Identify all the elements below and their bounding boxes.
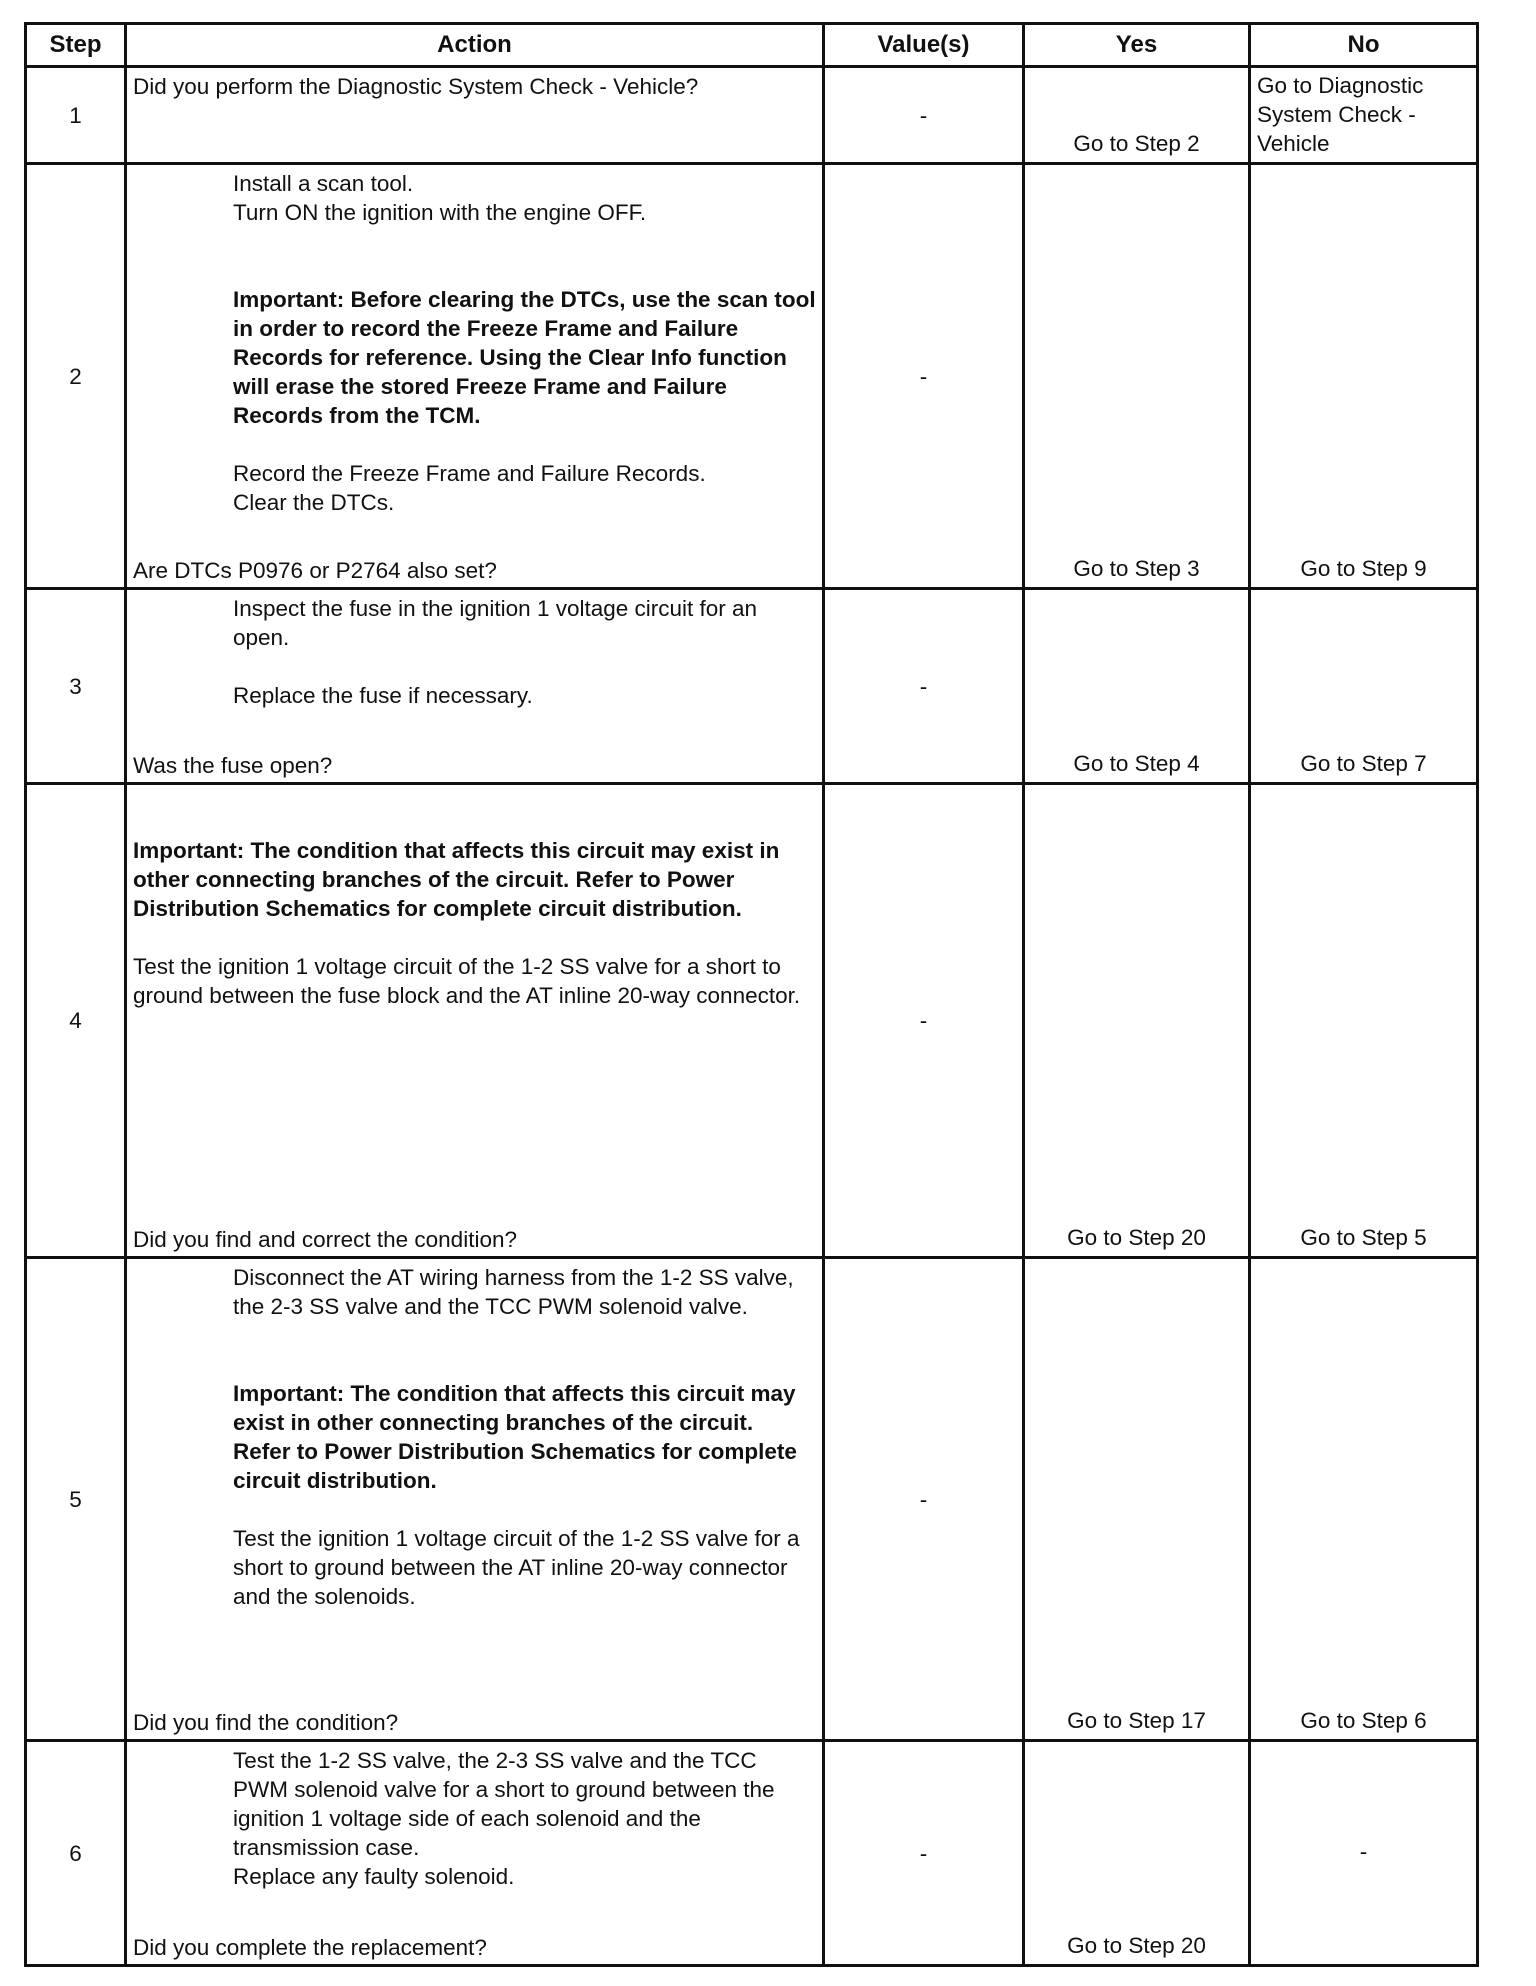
action-line: Record the Freeze Frame and Failure Records.	[233, 461, 706, 486]
header-values: Value(s)	[824, 24, 1024, 67]
action-line: Test the ignition 1 voltage circuit of the 1-2 SS valve for a short to ground between the fuse block and the AT inline 20-way connector.	[133, 954, 801, 1008]
action-line: Replace any faulty solenoid.	[233, 1864, 515, 1889]
important-note: Important: Before clearing the DTCs, use the scan tool in order to record the Freeze Frame and Failure Records for reference. Using the Clear Info function will erase the stored Freeze Frame and Failure Records from the TCM.	[233, 287, 816, 428]
value-cell: -	[824, 1258, 1024, 1741]
header-step: Step	[26, 24, 126, 67]
no-cell: Go to Step 7	[1250, 589, 1478, 784]
step-number: 6	[26, 1741, 126, 1966]
action-cell	[126, 784, 824, 1258]
important-note: Important: The condition that affects this circuit may exist in other connecting branches of the circuit. Refer to Power Distribution Schematics for complete circuit distribution.	[233, 1381, 797, 1493]
value-cell: -	[824, 164, 1024, 589]
action-line: Inspect the fuse in the ignition 1 voltage circuit for an open.	[233, 596, 758, 650]
action-cell	[126, 1258, 824, 1741]
no-cell: Go to Step 9	[1250, 164, 1478, 589]
important-note: Important: The condition that affects this circuit may exist in other connecting branches of the circuit. Refer to Power Distribution Schematics for complete circuit distribution.	[133, 838, 780, 921]
action-question: Did you complete the replacement?	[133, 1935, 487, 1960]
action-line: Test the ignition 1 voltage circuit of the 1-2 SS valve for a short to ground between the AT inline 20-way connector and the solenoids.	[233, 1526, 800, 1609]
action-cell	[126, 164, 824, 589]
value-cell: -	[824, 784, 1024, 1258]
yes-cell: Go to Step 20	[1024, 784, 1250, 1258]
action-cell	[126, 589, 824, 784]
action-question: Was the fuse open?	[133, 753, 333, 778]
action-line: Install a scan tool.	[233, 171, 414, 196]
yes-cell: Go to Step 3	[1024, 164, 1250, 589]
step-number: 3	[26, 589, 126, 784]
value-cell: -	[824, 1741, 1024, 1966]
action-question: Did you find and correct the condition?	[133, 1227, 517, 1252]
yes-cell: Go to Step 20	[1024, 1741, 1250, 1966]
no-cell: -	[1250, 1741, 1478, 1966]
action-question: Did you find the condition?	[133, 1710, 399, 1735]
value-cell: -	[824, 67, 1024, 164]
yes-cell: Go to Step 17	[1024, 1258, 1250, 1741]
action-line: Disconnect the AT wiring harness from the 1-2 SS valve, the 2-3 SS valve and the TCC PWM solenoid valve.	[233, 1265, 794, 1319]
no-cell: Go to Diagnostic System Check - Vehicle	[1250, 67, 1478, 164]
action-cell	[126, 67, 824, 164]
action-question: Are DTCs P0976 or P2764 also set?	[133, 558, 497, 583]
table-row	[26, 1258, 1478, 1741]
step-number: 1	[26, 67, 126, 164]
header-row	[26, 24, 1478, 67]
action-question: Did you perform the Diagnostic System Check - Vehicle?	[133, 74, 699, 99]
yes-cell: Go to Step 4	[1024, 589, 1250, 784]
header-yes: Yes	[1024, 24, 1250, 67]
step-number: 4	[26, 784, 126, 1258]
table-row	[26, 164, 1478, 589]
action-line: Turn ON the ignition with the engine OFF.	[233, 200, 647, 225]
action-line: Test the 1-2 SS valve, the 2-3 SS valve and the TCC PWM solenoid valve for a short to ground between the ignition 1 voltage side of each solenoid and the transmission case.	[233, 1748, 775, 1860]
no-cell: Go to Step 6	[1250, 1258, 1478, 1741]
action-line: Clear the DTCs.	[233, 490, 395, 515]
diagnostic-table	[24, 22, 1479, 1967]
step-number: 5	[26, 1258, 126, 1741]
table-row	[26, 1741, 1478, 1966]
table-row	[26, 67, 1478, 164]
table-row	[26, 784, 1478, 1258]
no-cell: Go to Step 5	[1250, 784, 1478, 1258]
table-row	[26, 589, 1478, 784]
header-no: No	[1250, 24, 1478, 67]
value-cell: -	[824, 589, 1024, 784]
action-line: Replace the fuse if necessary.	[233, 683, 533, 708]
yes-cell: Go to Step 2	[1024, 67, 1250, 164]
header-action: Action	[126, 24, 824, 67]
step-number: 2	[26, 164, 126, 589]
action-cell	[126, 1741, 824, 1966]
